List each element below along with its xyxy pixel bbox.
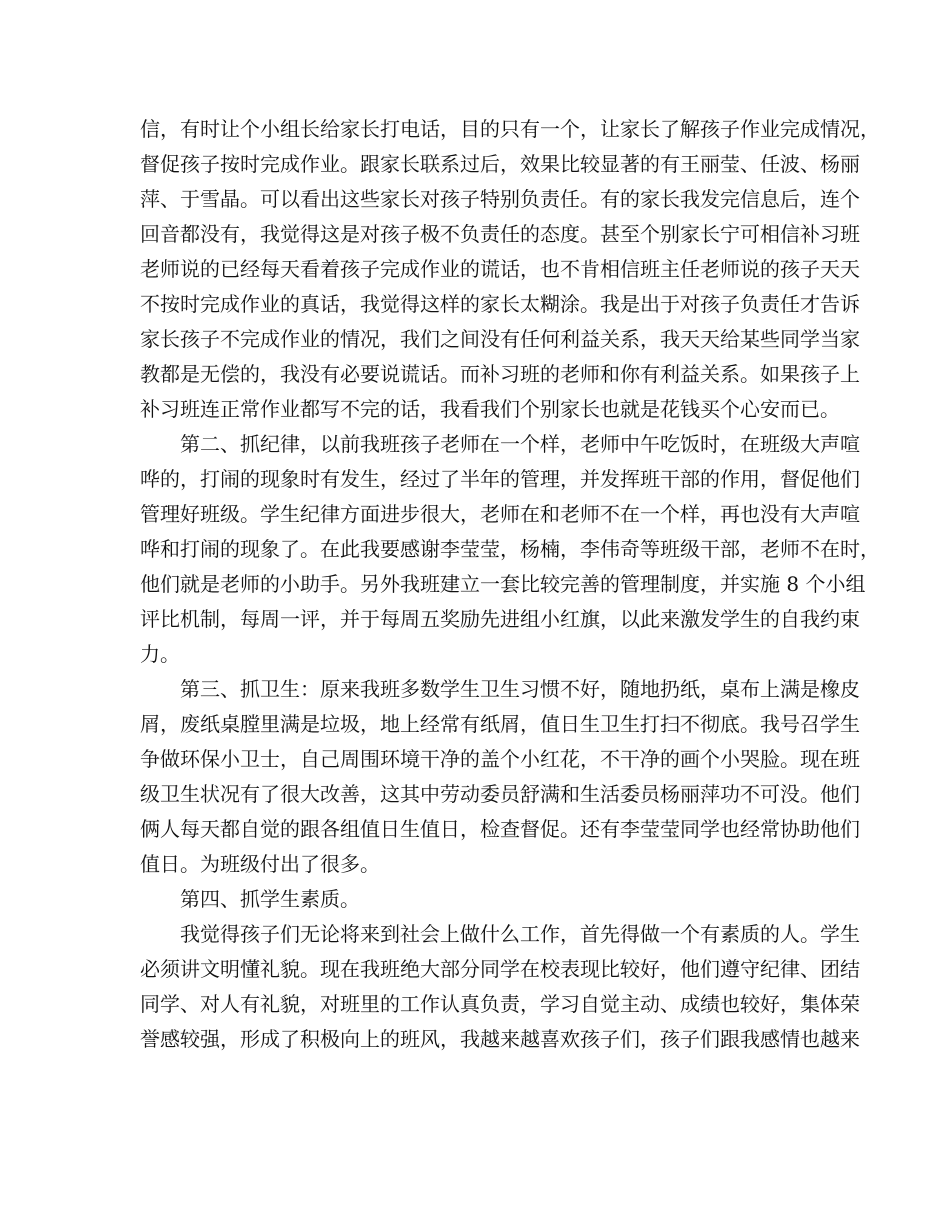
text-line: 级卫生状况有了很大改善，这其中劳动委员舒满和生活委员杨丽萍功不可没。他们	[140, 782, 860, 806]
text-line: 信，有时让个小组长给家长打电话，目的只有一个，让家长了解孩子作业完成情况，	[140, 117, 880, 141]
document-body	[140, 112, 880, 1057]
text-line: 争做环保小卫士，自己周围环境干净的盖个小红花，不干净的画个小哭脸。现在班	[140, 747, 860, 771]
text-line: 补习班连正常作业都写不完的话，我看我们个别家长也就是花钱买个心安而已。	[140, 397, 840, 421]
paragraph-start-line: 第二、抓纪律，以前我班孩子老师在一个样，老师中午吃饭时，在班级大声喧	[180, 432, 860, 456]
text-line: 值日。为班级付出了很多。	[140, 852, 380, 876]
text-line: 誉感较强，形成了积极向上的班风，我越来越喜欢孩子们，孩子们跟我感情也越来	[140, 1027, 860, 1051]
text-line: 萍、于雪晶。可以看出这些家长对孩子特别负责任。有的家长我发完信息后，连个	[140, 187, 860, 211]
text-line: 力。	[140, 642, 180, 666]
text-line: 必须讲文明懂礼貌。现在我班绝大部分同学在校表现比较好，他们遵守纪律、团结	[140, 957, 860, 981]
text-line: 同学、对人有礼貌，对班里的工作认真负责，学习自觉主动、成绩也较好，集体荣	[140, 992, 860, 1016]
text-line: 不按时完成作业的真话，我觉得这样的家长太糊涂。我是出于对孩子负责任才告诉	[140, 292, 860, 316]
text-line: 教都是无偿的，我没有必要说谎话。而补习班的老师和你有利益关系。如果孩子上	[140, 362, 860, 386]
text-line: 屑，废纸桌膛里满是垃圾，地上经常有纸屑，值日生卫生打扫不彻底。我号召学生	[140, 712, 860, 736]
paragraph-start-line: 第三、抓卫生：原来我班多数学生卫生习惯不好，随地扔纸，桌布上满是橡皮	[180, 677, 860, 701]
paragraph-start-line: 我觉得孩子们无论将来到社会上做什么工作，首先得做一个有素质的人。学生	[180, 922, 860, 946]
text-line: 哗的，打闹的现象时有发生，经过了半年的管理，并发挥班干部的作用，督促他们	[140, 467, 860, 491]
text-line: 俩人每天都自觉的跟各组值日生值日，检查督促。还有李莹莹同学也经常协助他们	[140, 817, 860, 841]
section-heading-line: 第四、抓学生素质。	[180, 887, 360, 911]
text-line: 管理好班级。学生纪律方面进步很大，老师在和老师不在一个样，再也没有大声喧	[140, 502, 860, 526]
text-line: 他们就是老师的小助手。另外我班建立一套比较完善的管理制度，并实施 8 个小组	[140, 572, 866, 596]
text-line: 评比机制，每周一评，并于每周五奖励先进组小红旗，以此来激发学生的自我约束	[140, 607, 860, 631]
text-line: 督促孩子按时完成作业。跟家长联系过后，效果比较显著的有王丽莹、任波、杨丽	[140, 152, 860, 176]
text-line: 哗和打闹的现象了。在此我要感谢李莹莹，杨楠，李伟奇等班级干部，老师不在时，	[140, 537, 880, 561]
text-line: 家长孩子不完成作业的情况，我们之间没有任何利益关系，我天天给某些同学当家	[140, 327, 860, 351]
text-line: 老师说的已经每天看着孩子完成作业的谎话，也不肯相信班主任老师说的孩子天天	[140, 257, 860, 281]
text-line: 回音都没有，我觉得这是对孩子极不负责任的态度。甚至个别家长宁可相信补习班	[140, 222, 860, 246]
